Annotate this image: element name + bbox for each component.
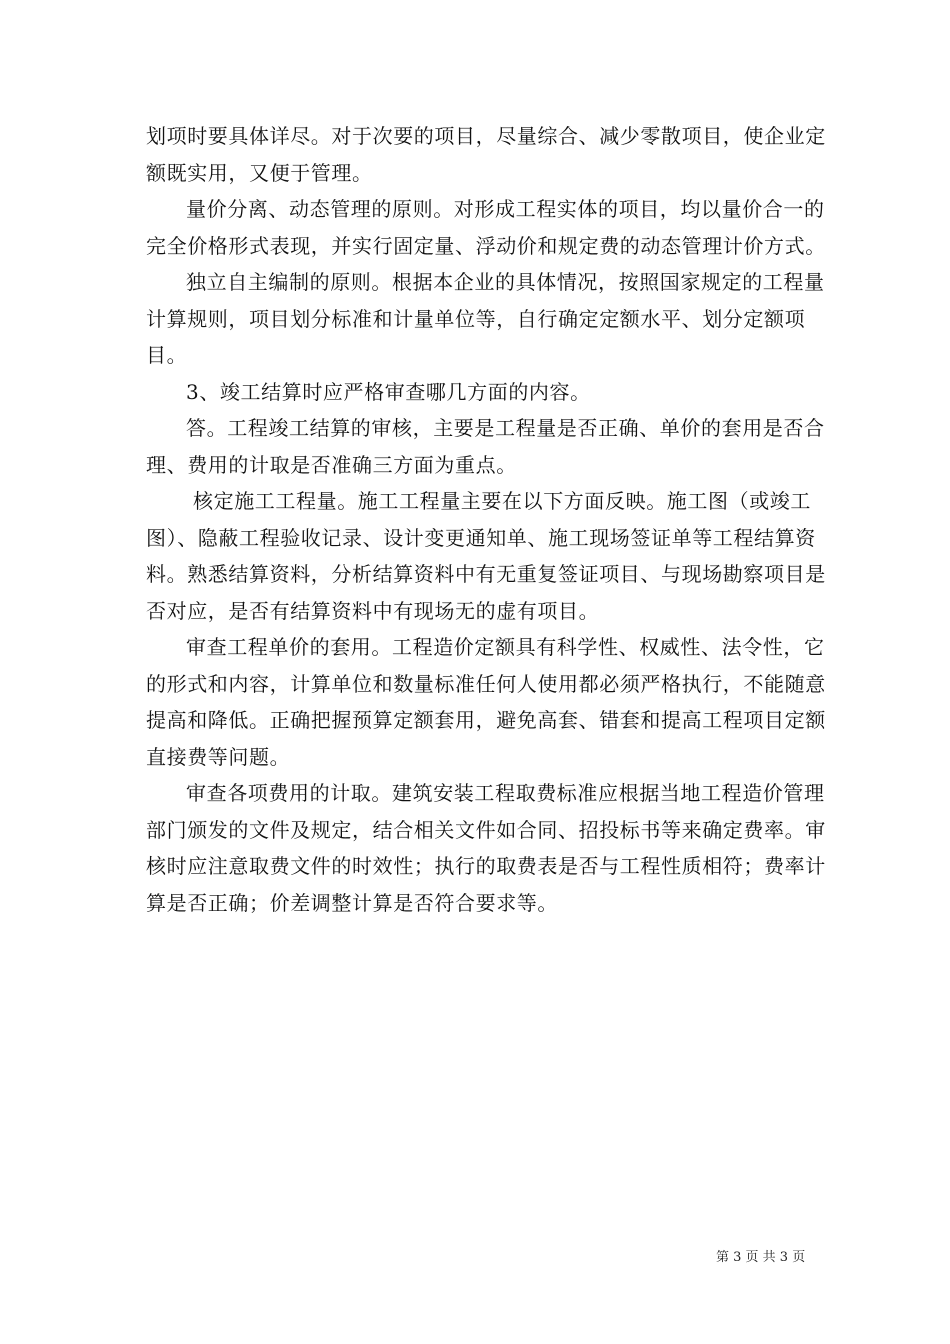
paragraph-2: 量价分离、动态管理的原则。对形成工程实体的项目，均以量价合一的完全价格形式表现，并实行固定量、浮动价和规定费的动态管理计价方式。 [146, 197, 826, 258]
document-body [146, 118, 826, 921]
page-number-footer: 第 3 页 共 3 页 [716, 1250, 806, 1265]
paragraph-3: 独立自主编制的原则。根据本企业的具体情况，按照国家规定的工程量计算规则，项目划分标准和计量单位等，自行确定定额水平、划分定额项目。 [146, 270, 825, 367]
paragraph-6: 核定施工工程量。施工工程量主要在以下方面反映。施工图（或竣工图）、隐蔽工程验收记录、设计变更通知单、施工现场签证单等工程结算资料。熟悉结算资料，分析结算资料中有无重复签证项目、与现场勘察项目是否对应，是否有结算资料中有现场无的虚有项目。 [146, 489, 826, 623]
paragraph-1: 划项时要具体详尽。对于次要的项目，尽量综合、减少零散项目，使企业定额既实用，又便于管理。 [146, 124, 826, 185]
paragraph-5-answer: 答。工程竣工结算的审核，主要是工程量是否正确、单价的套用是否合理、费用的计取是否准确三方面为重点。 [146, 416, 825, 477]
paragraph-7: 审查工程单价的套用。工程造价定额具有科学性、权威性、法令性，它的形式和内容，计算单位和数量标准任何人使用都必须严格执行，不能随意提高和降低。正确把握预算定额套用，避免高套、错套和提高工程项目定额直接费等问题。 [146, 635, 826, 769]
paragraph-4-question: 3、竣工结算时应严格审查哪几方面的内容。 [186, 379, 591, 404]
paragraph-8: 审查各项费用的计取。建筑安装工程取费标准应根据当地工程造价管理部门颁发的文件及规定，结合相关文件如合同、招投标书等来确定费率。审核时应注意取费文件的时效性；执行的取费表是否与工程性质相符；费率计算是否正确；价差调整计算是否符合要求等。 [146, 781, 826, 915]
